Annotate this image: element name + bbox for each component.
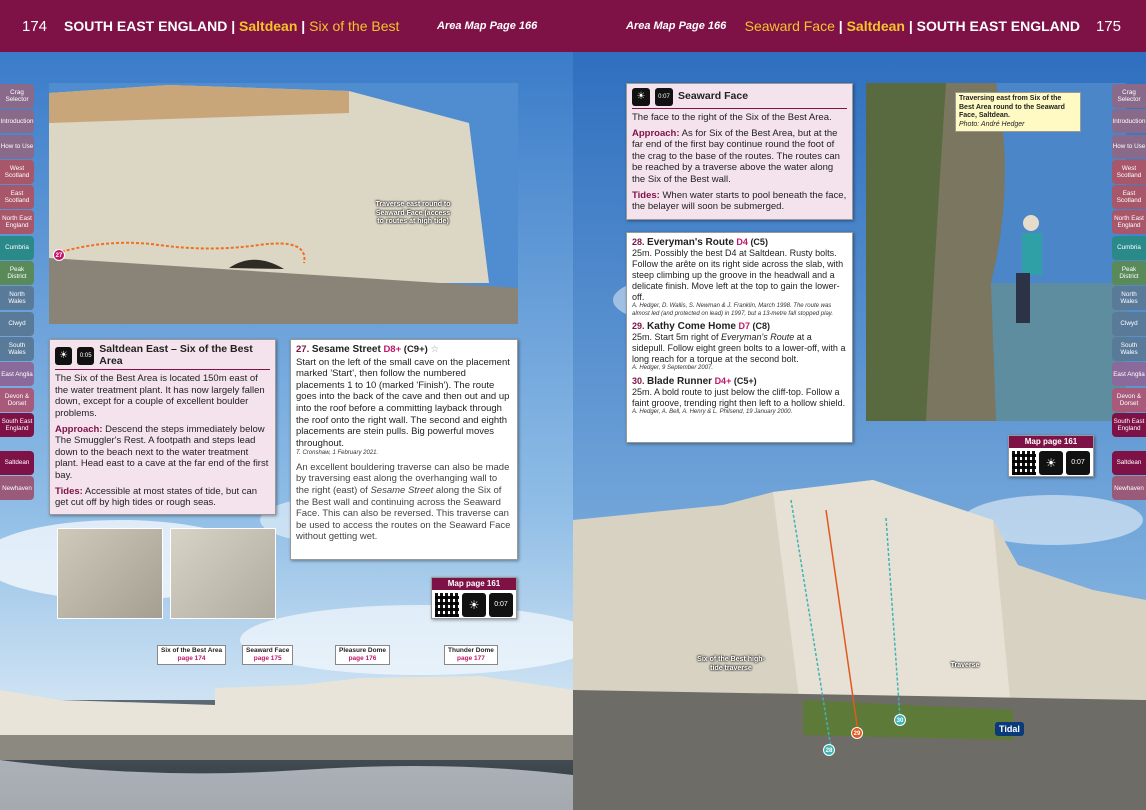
tab-cumbria[interactable]: Cumbria <box>0 236 34 260</box>
tides-label: Tides: <box>632 189 660 201</box>
route-number: 30. <box>632 375 645 386</box>
route-name: Sesame Street <box>311 344 381 355</box>
region-name: SOUTH EAST ENGLAND <box>916 18 1080 34</box>
panel-title-row <box>55 344 270 370</box>
page-number: 175 <box>1095 18 1121 35</box>
route-30-description: 25m. A bold route to just below the cliff-top. Follow a faint groove, trending right then left to a hollow shield. <box>632 386 846 408</box>
approach-label: Approach: <box>55 423 103 435</box>
right-header <box>573 0 1146 52</box>
tab-north-wales[interactable]: North Wales <box>1112 286 1146 310</box>
map-page-title: Map page 161 <box>432 578 516 590</box>
hold-photo-1 <box>57 528 163 619</box>
sun-icon: ☀ <box>1039 451 1063 475</box>
route-27-panel <box>290 339 518 560</box>
traverse-note: Traverse <box>950 662 980 669</box>
tab-north-east-england[interactable]: North East England <box>1112 210 1146 234</box>
tab-how-to-use[interactable]: How to Use <box>1112 135 1146 159</box>
area-name: Saltdean <box>846 18 905 34</box>
tides-text <box>632 190 847 213</box>
label-seaward-face <box>242 645 293 665</box>
tab-east-scotland[interactable]: East Scotland <box>0 185 34 209</box>
approach-text <box>55 424 270 482</box>
route-28-first-ascent: A. Hedger, D. Wallis, S. Newman & J. Franklin, March 1998. The route was almost led (and protected on lead) in 1997, but a 13-metre fall stopped play. <box>632 303 834 317</box>
route-name: Everyman's Route <box>647 237 734 248</box>
route-number: 27. <box>296 344 310 355</box>
route-marker-28: 28 <box>823 744 835 756</box>
caption-text: Traversing east from Six of the Best Area round to the Seaward Face, Saltdean. <box>959 95 1065 119</box>
tab-cumbria[interactable]: Cumbria <box>1112 236 1146 260</box>
route-marker-30: 30 <box>894 714 906 726</box>
label-pleasure-dome <box>335 645 390 665</box>
region-name: SOUTH EAST ENGLAND <box>64 18 228 34</box>
approach-body: Descend the steps immediately below The Smuggler's Rest. A footpath and steps lead down to the beach next to the water treatment plant. Head east to a cave at the far end of the first bay. <box>55 423 269 481</box>
panel-intro: The Six of the Best Area is located 150m east of the water treatment plant. It has now largely fallen down, except for a couple of excellent boulder problems. <box>55 373 265 419</box>
tidal-badge: Tidal <box>995 722 1024 736</box>
tab-crag-selector[interactable]: Crag Selector <box>1112 84 1146 108</box>
header-title: SOUTH EAST ENGLAND | Saltdean | Six of the Best <box>64 18 400 34</box>
hold-photo-2 <box>170 528 276 619</box>
climber-photo <box>866 83 1126 421</box>
qr-code-icon <box>1012 451 1036 475</box>
tab-newhaven[interactable]: Newhaven <box>0 476 34 500</box>
route-29-first-ascent: A. Hedger, 9 September 2007. <box>632 365 714 371</box>
label-name: Thunder Dome <box>448 647 494 654</box>
panel-title: Saltdean East – Six of the Best Area <box>99 343 253 367</box>
header-title: Seaward Face | Saltdean | SOUTH EAST ENGLAND <box>744 18 1080 34</box>
approach-body: As for Six of the Best Area, but at the far end of the first bay continue round the foot of the crag to the base of the routes. The routes can be reached by a traverse above the water along the Six of the Best wall. <box>632 127 840 185</box>
walk-time-icon: 0:07 <box>655 88 673 106</box>
extra-text-1: An excellent bouldering traverse can also be made by traversing east along the overhanging wall to the right (east) of <box>296 461 510 497</box>
walk-time-icon: 0:07 <box>489 593 513 617</box>
tab-east-anglia[interactable]: East Anglia <box>0 362 34 386</box>
text-part-2: at a sidepull. Follow eight green bolts to a lower-off, with a long reach for a torque at the second bolt. <box>632 332 846 364</box>
panel-title-row <box>632 88 847 109</box>
extra-text-2: along the Six of the Best wall and continuing across the Seaward Face. This can also be reversed. This traverse can be used to access the routes on the Seaward Face without getting wet. <box>296 485 511 543</box>
caption-credit: Photo: André Hedger <box>959 120 1025 128</box>
right-thumb-tabs <box>1112 84 1146 501</box>
area-description-panel <box>49 339 276 515</box>
route-29-description <box>632 332 847 365</box>
tab-newhaven[interactable]: Newhaven <box>1112 476 1146 500</box>
map-icons <box>1009 448 1093 478</box>
tab-west-scotland[interactable]: West Scotland <box>1112 160 1146 184</box>
tab-how-to-use[interactable]: How to Use <box>0 135 34 159</box>
tab-clwyd[interactable]: Clwyd <box>0 312 34 336</box>
route-30-title <box>632 376 847 387</box>
tab-crag-selector[interactable]: Crag Selector <box>0 84 34 108</box>
label-page: page 177 <box>457 655 485 662</box>
tab-north-wales[interactable]: North Wales <box>0 286 34 310</box>
area-map-ref: Area Map Page 166 <box>626 20 727 32</box>
traverse-note: Traverse east round to Seaward Face (access to routes at high tide) <box>375 201 451 225</box>
route-font-grade: (C5) <box>750 237 768 247</box>
route-grade: D8+ <box>383 344 402 355</box>
map-icons <box>432 590 516 620</box>
panel-title: Seaward Face <box>678 90 749 103</box>
text-part-1: 25m. Start 5m right of <box>632 332 722 342</box>
six-best-traverse-note: Six of the Best high-tide traverse <box>697 656 765 672</box>
walk-time-icon: 0:05 <box>77 347 94 365</box>
left-thumb-tabs <box>0 84 34 501</box>
tab-introduction[interactable]: Introduction <box>1112 109 1146 133</box>
sun-icon: ☀ <box>55 347 72 365</box>
tab-saltdean[interactable]: Saltdean <box>0 451 34 475</box>
star-icon: ☆ <box>430 344 439 355</box>
route-27-first-ascent: T. Cronshaw, 1 February 2021. <box>296 450 379 457</box>
qr-code-icon <box>435 593 459 617</box>
route-grade: D4+ <box>714 375 732 386</box>
route-30 <box>632 376 847 417</box>
tab-south-east-england[interactable]: South East England <box>1112 413 1146 437</box>
route-name: Blade Runner <box>647 375 713 387</box>
route-number: 28. <box>632 237 645 247</box>
tab-south-wales[interactable]: South Wales <box>0 337 34 361</box>
approach-text <box>632 128 847 186</box>
label-page: page 174 <box>177 655 206 662</box>
tides-body: Accessible at most states of tide, but can get cut off by high tides or rough seas. <box>55 485 258 509</box>
route-marker-29: 29 <box>851 727 863 739</box>
route-28-title <box>632 237 847 248</box>
sun-icon: ☀ <box>632 88 650 106</box>
approach-label: Approach: <box>632 127 680 139</box>
right-page <box>573 0 1146 810</box>
tides-body: When water starts to pool beneath the face, the belayer will soon be submerged. <box>632 189 847 213</box>
route-29 <box>632 321 847 373</box>
tab-south-east-england[interactable]: South East England <box>0 413 34 437</box>
sun-icon: ☀ <box>462 593 486 617</box>
label-name: Seaward Face <box>246 647 290 654</box>
route-28 <box>632 237 847 318</box>
route-number: 29. <box>632 321 645 331</box>
text-italic: Everyman's Route <box>721 332 795 342</box>
route-name: Kathy Come Home <box>647 321 736 332</box>
label-thunder-dome <box>444 645 498 665</box>
panel-intro: The face to the right of the Six of the Best Area. <box>632 112 832 123</box>
photo-caption <box>955 92 1081 132</box>
extra-italic: Sesame Street <box>370 485 434 497</box>
tab-west-scotland[interactable]: West Scotland <box>0 160 34 184</box>
tab-clwyd[interactable]: Clwyd <box>1112 312 1146 336</box>
tab-devon-dorset[interactable]: Devon & Dorset <box>1112 388 1146 412</box>
route-28-description: 25m. Possibly the best D4 at Saltdean. Rusty bolts. Follow the arête on its right side across the slab, with steep climbing up the groove in the headwall and a delicate finish. Move left at the top to gain the lower-off. <box>632 248 844 302</box>
face-description-panel <box>626 83 853 220</box>
tab-east-anglia[interactable]: East Anglia <box>1112 362 1146 386</box>
tab-introduction[interactable]: Introduction <box>0 109 34 133</box>
label-name: Pleasure Dome <box>339 647 386 654</box>
sector-name: Six of the Best <box>309 18 400 34</box>
tab-peak-district[interactable]: Peak District <box>0 261 34 285</box>
tides-text <box>55 486 270 509</box>
left-header <box>0 0 573 52</box>
route-30-first-ascent: A. Hedger, A. Bell, A. Henry & L. Philsend, 19 January 2000. <box>632 408 793 415</box>
area-name: Saltdean <box>239 18 298 34</box>
tab-north-east-england[interactable]: North East England <box>0 210 34 234</box>
route-font-grade: (C8) <box>752 321 770 331</box>
map-page-title: Map page 161 <box>1009 436 1093 448</box>
sector-name: Seaward Face <box>744 18 835 34</box>
tab-devon-dorset[interactable]: Devon & Dorset <box>0 388 34 412</box>
label-six-of-the-best <box>157 645 226 665</box>
tab-saltdean[interactable]: Saltdean <box>1112 451 1146 475</box>
route-font-grade: (C5+) <box>733 375 757 386</box>
tides-label: Tides: <box>55 485 83 497</box>
route-29-title <box>632 321 847 332</box>
map-page-box <box>431 577 517 619</box>
route-27-description: Start on the left of the small cave on the placement marked 'Start', then follow the numbered placements 1 to 10 (marked 'Finish'). The route goes into the back of the cave and then out and up into the roof before a committing layback through the roof onto the right wall. The second and eighth placements are stein pulls. Big powerful moves throughout. <box>296 356 510 449</box>
routes-panel <box>626 232 853 443</box>
area-map-ref: Area Map Page 166 <box>437 20 538 32</box>
route-27-extra <box>296 462 512 543</box>
tab-south-wales[interactable]: South Wales <box>1112 337 1146 361</box>
tab-peak-district[interactable]: Peak District <box>1112 261 1146 285</box>
route-27-title <box>296 344 512 356</box>
page-number: 174 <box>22 18 48 35</box>
route-marker-27: 27 <box>53 249 65 261</box>
label-page: page 175 <box>253 655 282 662</box>
label-name: Six of the Best Area <box>161 647 223 654</box>
walk-time-icon: 0:07 <box>1066 451 1090 475</box>
route-font-grade: (C9+) <box>403 344 428 355</box>
label-page: page 176 <box>348 655 377 662</box>
route-grade: D4 <box>736 237 748 247</box>
tab-east-scotland[interactable]: East Scotland <box>1112 185 1146 209</box>
map-page-box <box>1008 435 1094 477</box>
route-grade: D7 <box>738 321 750 331</box>
